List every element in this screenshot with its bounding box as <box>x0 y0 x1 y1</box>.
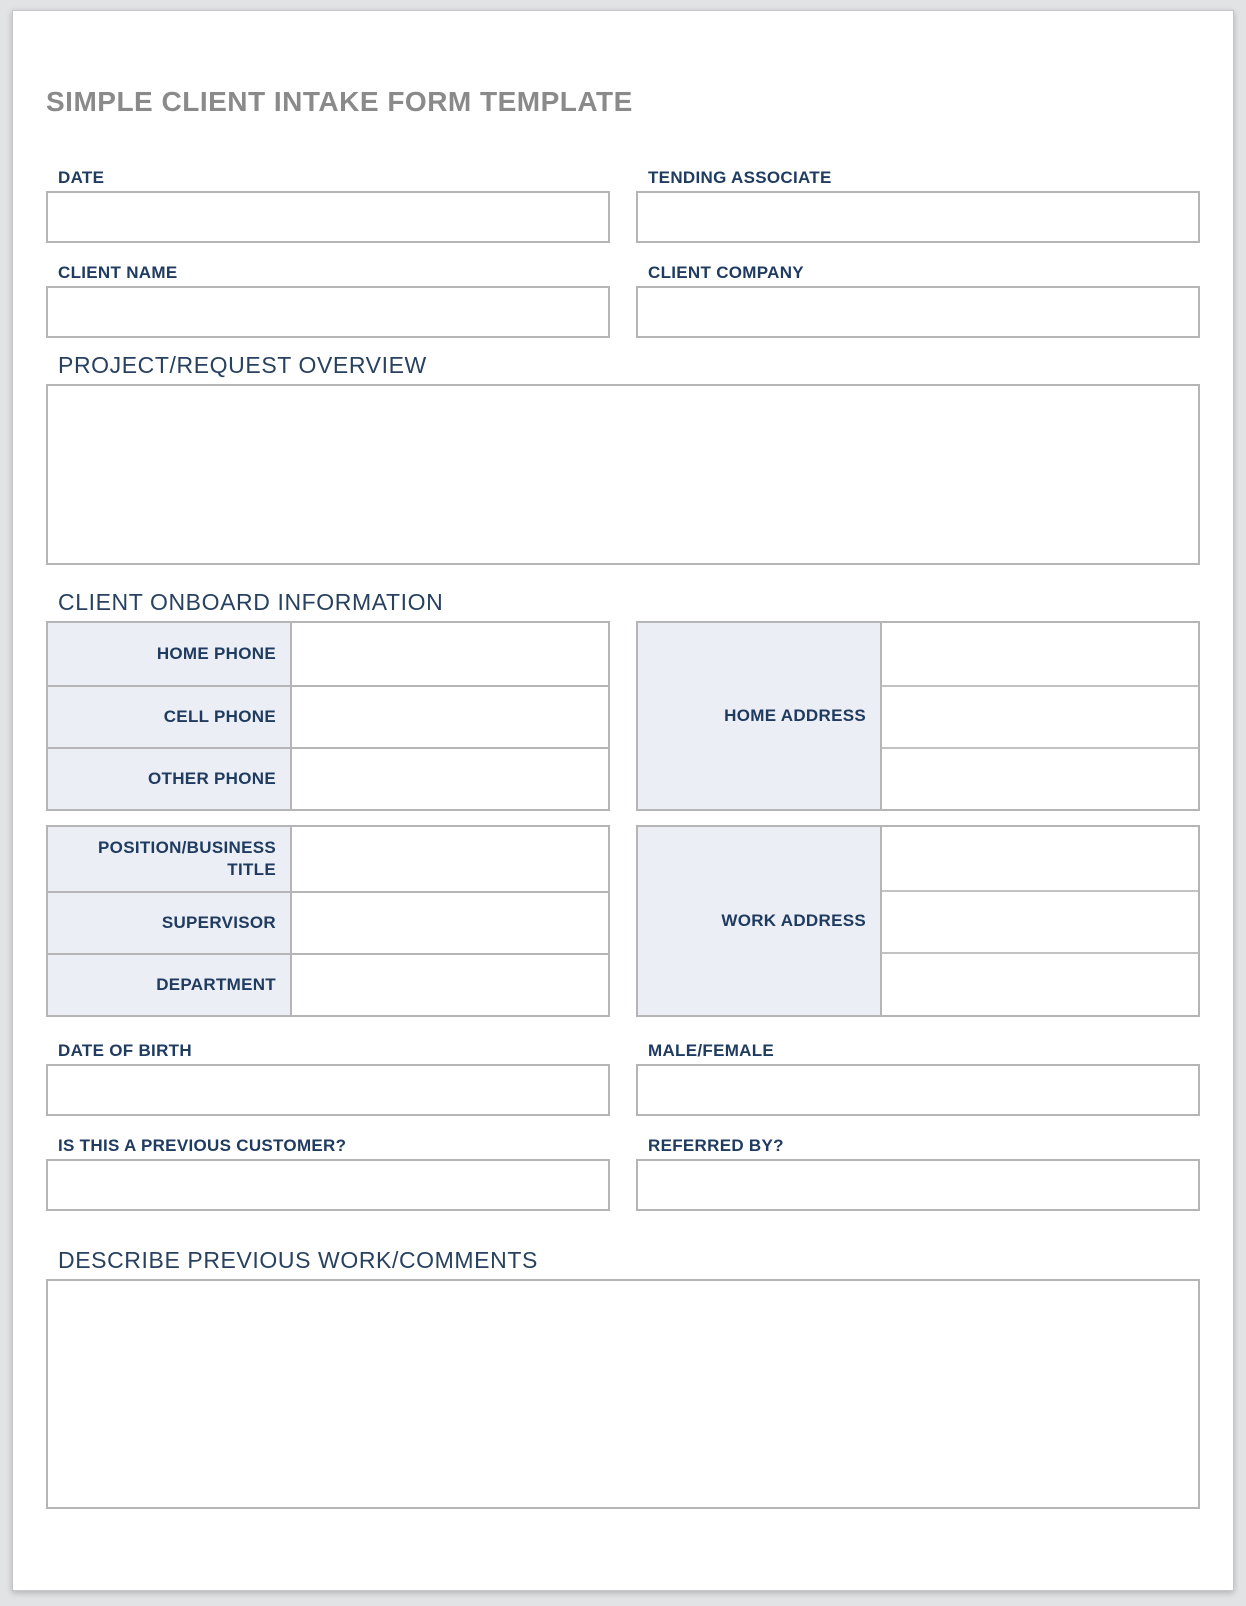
cell-phone-input[interactable] <box>292 687 608 747</box>
tending-associate-label: TENDING ASSOCIATE <box>648 168 832 187</box>
comments-textarea[interactable] <box>46 1279 1200 1509</box>
position-title-cell <box>292 827 608 891</box>
work-address-line2-input[interactable] <box>882 892 1198 953</box>
date-of-birth-label: DATE OF BIRTH <box>58 1041 192 1060</box>
field-date <box>46 168 610 243</box>
field-male-female <box>636 1041 1200 1116</box>
home-address-line1-input[interactable] <box>882 623 1198 685</box>
department-input[interactable] <box>292 955 608 1015</box>
row-position-workaddress <box>46 825 1200 1017</box>
male-female-input[interactable] <box>636 1064 1200 1116</box>
onboard-section-label: CLIENT ONBOARD INFORMATION <box>58 589 444 615</box>
work-address-line1-cell <box>882 827 1198 890</box>
previous-customer-label: IS THIS A PREVIOUS CUSTOMER? <box>58 1136 347 1155</box>
other-phone-cell <box>292 749 608 809</box>
table-row <box>48 953 608 1015</box>
date-label: DATE <box>58 168 105 187</box>
table-row <box>48 685 608 747</box>
field-tending-associate <box>636 168 1200 243</box>
referred-by-label: REFERRED BY? <box>648 1136 784 1155</box>
field-referred-by <box>636 1136 1200 1211</box>
work-address-label: WORK ADDRESS <box>638 827 882 1015</box>
field-date-of-birth <box>46 1041 610 1116</box>
date-input[interactable] <box>46 191 610 243</box>
client-name-label: CLIENT NAME <box>58 263 178 282</box>
row-dob-gender <box>46 1041 1200 1116</box>
work-address-line2-cell <box>882 890 1198 953</box>
form-page <box>12 10 1234 1591</box>
client-company-input[interactable] <box>636 286 1200 338</box>
other-phone-input[interactable] <box>292 749 608 809</box>
home-address-line3-cell <box>882 747 1198 809</box>
work-address-table <box>636 825 1200 1017</box>
table-row <box>48 891 608 953</box>
home-phone-input[interactable] <box>292 623 608 685</box>
table-row <box>48 747 608 809</box>
row-client <box>46 263 1200 338</box>
position-title-label: POSITION/BUSINESS TITLE <box>48 827 292 891</box>
project-overview-textarea[interactable] <box>46 384 1200 565</box>
referred-by-input[interactable] <box>636 1159 1200 1211</box>
page-title: SIMPLE CLIENT INTAKE FORM TEMPLATE <box>46 86 633 117</box>
department-cell <box>292 955 608 1015</box>
home-address-values <box>882 623 1198 809</box>
work-address-line3-cell <box>882 952 1198 1015</box>
male-female-label: MALE/FEMALE <box>648 1041 775 1060</box>
home-address-line3-input[interactable] <box>882 749 1198 809</box>
home-address-line2-input[interactable] <box>882 687 1198 747</box>
row-previous-referred <box>46 1136 1200 1211</box>
row-date-associate <box>46 168 1200 243</box>
date-of-birth-input[interactable] <box>46 1064 610 1116</box>
comments-label: DESCRIBE PREVIOUS WORK/COMMENTS <box>58 1247 538 1273</box>
previous-customer-input[interactable] <box>46 1159 610 1211</box>
field-client-company <box>636 263 1200 338</box>
field-previous-customer <box>46 1136 610 1211</box>
tending-associate-input[interactable] <box>636 191 1200 243</box>
phone-table <box>46 621 610 811</box>
client-company-label: CLIENT COMPANY <box>648 263 804 282</box>
work-address-values <box>882 827 1198 1015</box>
home-phone-cell <box>292 623 608 685</box>
home-address-line1-cell <box>882 623 1198 685</box>
cell-phone-cell <box>292 687 608 747</box>
department-label: DEPARTMENT <box>48 955 292 1015</box>
table-row <box>48 623 608 685</box>
position-table <box>46 825 610 1017</box>
table-row <box>48 827 608 891</box>
supervisor-label: SUPERVISOR <box>48 893 292 953</box>
work-address-line3-input[interactable] <box>882 954 1198 1015</box>
cell-phone-label: CELL PHONE <box>48 687 292 747</box>
home-address-label: HOME ADDRESS <box>638 623 882 809</box>
row-phone-homeaddress <box>46 621 1200 811</box>
supervisor-input[interactable] <box>292 893 608 953</box>
client-name-input[interactable] <box>46 286 610 338</box>
position-title-input[interactable] <box>292 827 608 891</box>
home-address-table <box>636 621 1200 811</box>
supervisor-cell <box>292 893 608 953</box>
field-client-name <box>46 263 610 338</box>
work-address-line1-input[interactable] <box>882 827 1198 890</box>
project-overview-label: PROJECT/REQUEST OVERVIEW <box>58 352 427 378</box>
home-phone-label: HOME PHONE <box>48 623 292 685</box>
other-phone-label: OTHER PHONE <box>48 749 292 809</box>
home-address-line2-cell <box>882 685 1198 747</box>
